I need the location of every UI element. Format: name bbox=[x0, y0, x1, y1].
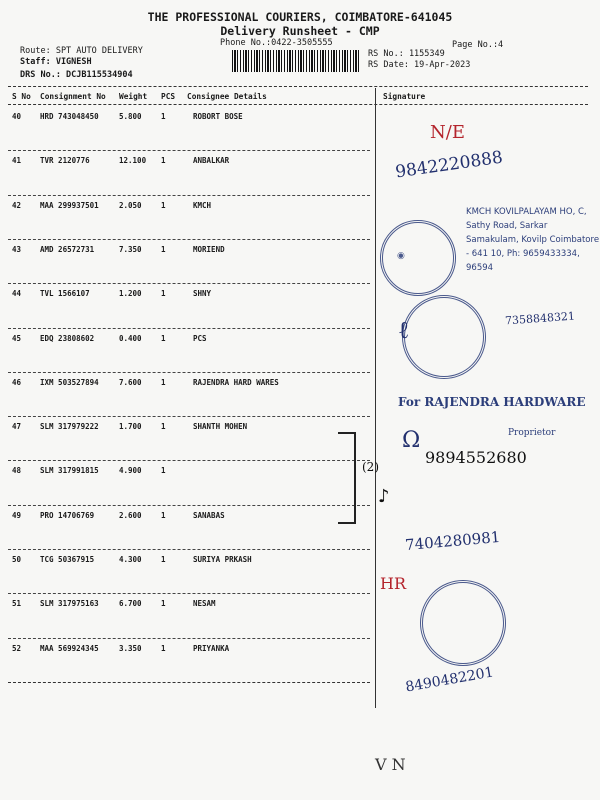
col-signature: Signature bbox=[383, 92, 426, 101]
row-separator bbox=[8, 593, 370, 594]
cell-consignment: EDQ 23808602 bbox=[40, 333, 95, 343]
cell-consignment: MAA 299937501 bbox=[40, 200, 99, 210]
staff-label: Staff: VIGNESH bbox=[20, 57, 92, 67]
page-number: Page No.:4 bbox=[452, 40, 504, 50]
cell-sno: 41 bbox=[12, 156, 22, 166]
header-bottom-rule bbox=[8, 104, 588, 105]
cell-consignee: KMCH bbox=[193, 200, 212, 210]
cell-sno: 46 bbox=[12, 377, 22, 387]
cell-pcs: 1 bbox=[161, 466, 166, 476]
cell-weight: 2.600 bbox=[119, 510, 142, 520]
cell-consignment: IXM 503527894 bbox=[40, 377, 99, 387]
row-separator bbox=[8, 283, 370, 284]
cell-weight: 4.900 bbox=[119, 466, 142, 476]
row-separator bbox=[8, 328, 370, 329]
cell-weight: 12.100 bbox=[119, 156, 147, 166]
pcs-round-stamp bbox=[402, 295, 486, 379]
nie-mark: N/E bbox=[430, 122, 465, 143]
cell-consignee: PRIYANKA bbox=[193, 643, 230, 653]
cell-pcs: 1 bbox=[161, 333, 166, 343]
cell-weight: 7.350 bbox=[119, 244, 142, 254]
cell-consignee: SURIYA PRKASH bbox=[193, 555, 252, 564]
cell-sno: 48 bbox=[12, 466, 22, 476]
phone-annotation-5: 8490482201 bbox=[404, 664, 495, 696]
cell-sno: 45 bbox=[12, 333, 22, 343]
cell-sno: 49 bbox=[12, 510, 22, 520]
cell-sno: 43 bbox=[12, 244, 22, 254]
cell-sno: 42 bbox=[12, 200, 22, 210]
cell-sno: 44 bbox=[12, 289, 22, 299]
row-separator bbox=[8, 372, 370, 373]
cell-consignment: SLM 317979222 bbox=[40, 422, 99, 432]
cell-sno: 52 bbox=[12, 643, 22, 653]
row-separator bbox=[8, 416, 370, 417]
cell-consignment: AMD 26572731 bbox=[40, 244, 95, 254]
cell-consignment: TCG 50367915 bbox=[40, 555, 95, 564]
bracket-mark bbox=[338, 432, 356, 524]
header-top-rule bbox=[8, 86, 588, 87]
row-separator bbox=[8, 460, 370, 461]
cell-consignee: NESAM bbox=[193, 599, 216, 609]
company-phone: Phone No.:0422-3505555 bbox=[220, 38, 333, 48]
cell-consignment: MAA 569924345 bbox=[40, 643, 99, 653]
cell-consignment: SLM 317991815 bbox=[40, 466, 99, 476]
stamp-center-glyph: ◉ bbox=[397, 251, 405, 261]
cell-pcs: 1 bbox=[161, 555, 166, 564]
phone-annotation-3: 9894552680 bbox=[425, 448, 527, 467]
route-label: Route: SPT AUTO DELIVERY bbox=[20, 46, 143, 56]
document-title: Delivery Runsheet - CMP bbox=[220, 24, 380, 38]
kmch-stamp: KMCH KOVILPALAYAM HO, C, Sathy Road, Sarkar Samakulam, Kovilp Coimbatore - 641 10, Ph: 9659433334, 96594 bbox=[466, 207, 600, 273]
cell-consignment: SLM 317975163 bbox=[40, 599, 99, 609]
col-weight: Weight bbox=[119, 92, 148, 101]
cell-pcs: 1 bbox=[161, 112, 166, 121]
col-consignment: Consignment No bbox=[40, 92, 106, 101]
cell-consignee: RAJENDRA HARD WARES bbox=[193, 377, 279, 387]
drs-label: DRS No.: DCJB115534904 bbox=[20, 70, 133, 80]
col-pcs: PCS bbox=[161, 92, 176, 101]
cell-consignee: SHNY bbox=[193, 289, 212, 299]
cell-consignment: TVL 1566107 bbox=[40, 289, 90, 299]
cell-sno: 40 bbox=[12, 112, 22, 121]
signature-scribble-3: ♪ bbox=[378, 486, 390, 507]
cell-sno: 50 bbox=[12, 555, 22, 564]
row-separator bbox=[8, 239, 370, 240]
row-separator bbox=[8, 549, 370, 550]
hr-mark: HR bbox=[380, 574, 406, 593]
cell-weight: 5.800 bbox=[119, 112, 142, 121]
cell-consignee: ROBORT BOSE bbox=[193, 112, 243, 121]
rs-number: RS No.: 1155349 bbox=[368, 49, 445, 59]
phone-annotation-2: 7358848321 bbox=[504, 309, 576, 328]
signature-scribble-1: ℓ bbox=[398, 316, 410, 344]
bottom-mark: V N bbox=[375, 755, 406, 774]
cell-weight: 2.050 bbox=[119, 200, 142, 210]
phone-annotation-4: 7404280981 bbox=[404, 527, 502, 555]
row-separator bbox=[8, 150, 370, 151]
col-consignee: Consignee Details bbox=[187, 92, 267, 101]
cell-pcs: 1 bbox=[161, 244, 166, 254]
cell-pcs: 1 bbox=[161, 422, 166, 432]
cell-sno: 51 bbox=[12, 599, 22, 609]
cell-consignment: TVR 2120776 bbox=[40, 156, 90, 166]
phone-annotation-1: 9842220888 bbox=[394, 147, 505, 183]
cell-weight: 0.400 bbox=[119, 333, 142, 343]
company-round-stamp bbox=[380, 220, 456, 296]
cell-pcs: 1 bbox=[161, 510, 166, 520]
table-bottom-rule bbox=[8, 682, 370, 683]
cell-sno: 47 bbox=[12, 422, 22, 432]
cell-pcs: 1 bbox=[161, 643, 166, 653]
row-separator bbox=[8, 638, 370, 639]
cell-weight: 1.200 bbox=[119, 289, 142, 299]
row-separator bbox=[8, 505, 370, 506]
row-separator bbox=[8, 195, 370, 196]
rajendra-stamp: For RAJENDRA HARDWARE bbox=[398, 395, 586, 409]
cell-pcs: 1 bbox=[161, 156, 166, 166]
cell-pcs: 1 bbox=[161, 200, 166, 210]
cell-weight: 4.300 bbox=[119, 555, 142, 564]
company-name: THE PROFESSIONAL COURIERS, COIMBATORE-641045 bbox=[147, 10, 453, 24]
cell-weight: 6.700 bbox=[119, 599, 142, 609]
cell-pcs: 1 bbox=[161, 599, 166, 609]
cell-consignee: SANABAS bbox=[193, 510, 225, 520]
mark-48: (2) bbox=[362, 460, 379, 474]
cell-weight: 1.700 bbox=[119, 422, 142, 432]
cell-consignee: ANBALKAR bbox=[193, 156, 230, 166]
proprietor-label: Proprietor bbox=[508, 428, 556, 438]
cell-consignment: HRD 743048450 bbox=[40, 112, 99, 121]
cell-consignee: SHANTH MOHEN bbox=[193, 422, 248, 432]
rs-date: RS Date: 19-Apr-2023 bbox=[368, 60, 471, 70]
barcode bbox=[232, 50, 360, 72]
col-sno: S No bbox=[12, 92, 31, 101]
cell-pcs: 1 bbox=[161, 377, 166, 387]
cell-consignment: PRO 14706769 bbox=[40, 510, 95, 520]
oval-stamp bbox=[420, 580, 506, 666]
cell-weight: 7.600 bbox=[119, 377, 142, 387]
cell-consignee: MORIEND bbox=[193, 244, 225, 254]
cell-weight: 3.350 bbox=[119, 643, 142, 653]
cell-pcs: 1 bbox=[161, 289, 166, 299]
signature-scribble-2: Ω bbox=[402, 428, 421, 453]
cell-consignee: PCS bbox=[193, 333, 207, 343]
